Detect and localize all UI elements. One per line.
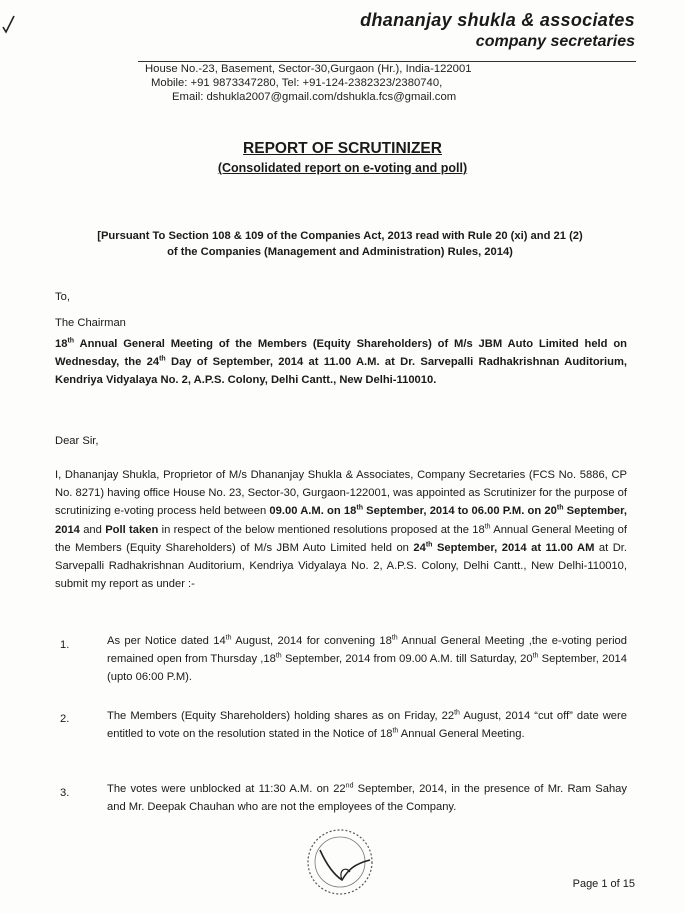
to-line: To, (55, 291, 70, 303)
item-number: 3. (60, 787, 70, 799)
letterhead-address (145, 62, 472, 105)
item-number: 2. (60, 713, 70, 725)
chairman-line: The Chairman (55, 317, 126, 329)
signature-seal-icon (290, 820, 390, 900)
pursuant-line-1: [Pursuant To Section 108 & 109 of the Companies Act, 2013 read with Rule 20 (xi) and 21 (2) (97, 230, 583, 242)
report-title: REPORT OF SCRUTINIZER (243, 140, 442, 157)
pursuant-clause (60, 228, 620, 260)
letterhead (360, 10, 635, 51)
contact-line: Mobile: +91 9873347280, Tel: +91-124-2382323/2380740, (151, 77, 443, 90)
list-item: As per Notice dated 14th August, 2014 for convening 18th Annual General Meeting ,the e-voting period remained open from Thursday ,18th September, 2014 from 09.00 A.M. till Saturday, 20th September, 2014 (upto 06:00 P.M). (107, 634, 627, 684)
list-item: The votes were unblocked at 11:30 A.M. on 22nd September, 2014, in the presence of Mr. Ram Sahay and Mr. Deepak Chauhan who are not the employees of the Company. (107, 782, 627, 814)
page-number: Page 1 of 15 (572, 878, 635, 890)
email-line: Email: dshukla2007@gmail.com/dshukla.fcs@gmail.com (172, 91, 457, 104)
firm-name: dhananjay shukla & associates (360, 10, 635, 30)
tick-mark-icon (2, 14, 16, 34)
pursuant-line-2: of the Companies (Management and Administration) Rules, 2014) (167, 246, 513, 258)
meeting-details: 18th Annual General Meeting of the Members (Equity Shareholders) of M/s JBM Auto Limited held on Wednesday, the 24th Day of September, 2014 at 11.00 A.M. at Dr. Sarvepalli Radhakrishnan Auditorium, Kendriya Vidyalaya No. 2, A.P.S. Colony, Delhi Cantt., New Delhi-110010. (55, 337, 628, 387)
salutation: Dear Sir, (55, 435, 99, 447)
item-number: 1. (60, 639, 70, 651)
address-line: House No.-23, Basement, Sector-30,Gurgaon (Hr.), India-122001 (145, 63, 472, 75)
body-paragraph: I, Dhananjay Shukla, Proprietor of M/s Dhananjay Shukla & Associates, Company Secretaries (FCS No. 5886, CP No. 8271) having office House No. 23, Sector-30, Gurgaon-122001, was appointed as Scrutinizer for the purpose of scrutinizing e-voting process held between 09.00 A.M. on 18th September, 2014 to 06.00 P.M. on 20th September, 2014 and Poll taken in respect of the below mentioned resolutions proposed at the 18th Annual General Meeting of the Members (Equity Shareholders) of M/s JBM Auto Limited held on 24th September, 2014 at 11.00 AM at Dr. Sarvepalli Radhakrishnan Auditorium, Kendriya Vidyalaya No. 2, A.P.S. Colony, Delhi Cantt., New Delhi-110010, submit my report as under :- (55, 469, 627, 591)
report-subtitle: (Consolidated report on e-voting and poll) (217, 161, 468, 175)
firm-subtitle: company secretaries (475, 33, 635, 50)
list-item: The Members (Equity Shareholders) holding shares as on Friday, 22th August, 2014 “cut off” date were entitled to vote on the resolution stated in the Notice of 18th Annual General Meeting. (107, 709, 627, 741)
